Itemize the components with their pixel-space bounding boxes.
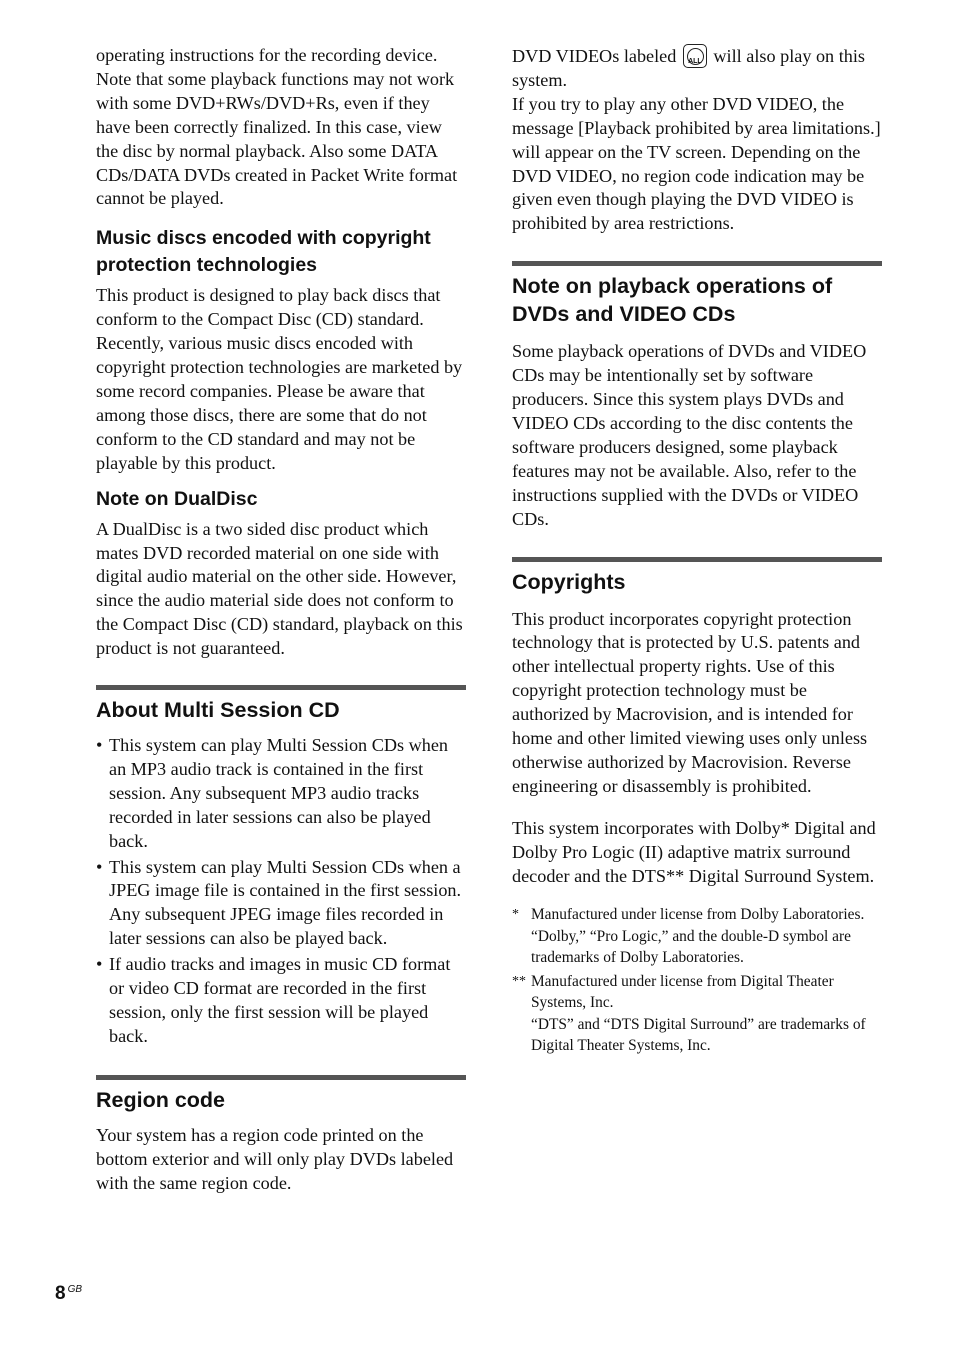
page-number-value: 8 xyxy=(55,1283,66,1304)
footnote-line: “Dolby,” “Pro Logic,” and the double-D symbol are trademarks of Dolby Laboratories. xyxy=(531,927,851,967)
list-item: • This system can play Multi Session CDs when a JPEG image file is contained in the first session. Any subsequent JPEG image files recorded in later sessions can also be played back. xyxy=(96,856,466,952)
page-number-suffix: GB xyxy=(67,1284,83,1295)
dvd-label-text: DVD VIDEOs labeled xyxy=(512,46,677,66)
playback-operations-paragraph: Some playback operations of DVDs and VIDEO CDs may be intentionally set by software producers. Since this system plays DVDs and VIDEO CDs according to the disc contents the software producers designed, some playback features may not be available. Also, refer to the instructions supplied with the DVDs or VIDEO CDs. xyxy=(512,341,867,529)
right-column xyxy=(512,44,882,1057)
footnote-dolby xyxy=(512,904,882,969)
dvd-label-text-cont: will also play on this system. xyxy=(512,46,865,90)
region-icon-label: ALL xyxy=(688,58,702,65)
footnotes xyxy=(512,904,882,1057)
copyrights-paragraph-1: This product incorporates copyright protection technology that is protected by U.S. patents and other intellectual property rights. Use of this copyright protection technology must be authorized by Macrovision, and is intended for home and other limited viewing uses only unless otherwise authorized by Macrovision. Reverse engineering or disassembly is prohibited. xyxy=(512,608,868,796)
dualdisc-heading: Note on DualDisc xyxy=(96,487,258,510)
footnote-line: Manufactured under license from Digital Theater Systems, Inc. xyxy=(531,972,834,1012)
copyrights-paragraph-2: This system incorporates with Dolby* Digital and Dolby Pro Logic (II) adaptive matrix surround decoder and the DTS** Digital Surround System. xyxy=(512,817,876,886)
music-discs-heading: Music discs encoded with copyright protection technologies xyxy=(96,227,431,277)
intro-paragraph: operating instructions for the recording device. Note that some playback functions may not work with some DVD+RWs/DVD+Rs, even if they have been correctly finalized. In this case, view the disc by normal playback. Also some DATA CDs/DATA DVDs created in Packet Write format cannot be played. xyxy=(96,45,458,209)
footnote-marker: ** xyxy=(512,973,526,989)
region-code-section xyxy=(96,1075,466,1196)
page-number xyxy=(55,1283,82,1305)
copyrights-heading: Copyrights xyxy=(512,569,626,594)
list-item: • If audio tracks and images in music CD format or video CD format are recorded in the first session, only the first session will be played back. xyxy=(96,953,466,1049)
footnote-line: Manufactured under license from Dolby Laboratories. xyxy=(531,906,865,924)
multi-session-heading: About Multi Session CD xyxy=(96,698,340,723)
copyrights-section xyxy=(512,557,882,1057)
dvd-other-paragraph: If you try to play any other DVD VIDEO, the message [Playback prohibited by area limitations.] will appear on the TV screen. Depending on the DVD VIDEO, no region code indication may be given even though playing the DVD VIDEO is prohibited by area restrictions. xyxy=(512,93,881,234)
playback-operations-heading: Note on playback operations of DVDs and VIDEO CDs xyxy=(512,274,833,327)
playback-operations-section xyxy=(512,261,882,531)
region-code-paragraph: Your system has a region code printed on the bottom exterior and will only play DVDs labeled with the same region code. xyxy=(96,1124,454,1193)
left-column xyxy=(96,44,466,1196)
footnote-dts xyxy=(512,971,882,1057)
multi-session-list xyxy=(96,734,466,1049)
dualdisc-paragraph: A DualDisc is a two sided disc product which mates DVD recorded material on one side with digital audio material on the other side. However, since the audio material side does not conform to the Compact Disc (CD) standard, playback on this product is not guaranteed. xyxy=(96,518,463,659)
multi-session-section xyxy=(96,685,466,1049)
footnote-line: “DTS” and “DTS Digital Surround” are trademarks of Digital Theater Systems, Inc. xyxy=(531,1015,866,1055)
region-all-icon xyxy=(683,44,707,68)
region-code-heading: Region code xyxy=(96,1087,226,1112)
list-item: • This system can play Multi Session CDs when an MP3 audio track is contained in the first session. Any subsequent MP3 audio tracks recorded in later sessions can also be played back. xyxy=(96,734,466,854)
dvd-region-paragraph xyxy=(512,44,882,93)
music-discs-paragraph: This product is designed to play back discs that conform to the Compact Disc (CD) standard. Recently, various music discs encoded with copyright protection technologies are marketed by some record companies. Please be aware that among those discs, there are some that do not conform to the CD standard and may not be playable by this product. xyxy=(96,285,463,473)
footnote-marker: * xyxy=(512,907,519,923)
